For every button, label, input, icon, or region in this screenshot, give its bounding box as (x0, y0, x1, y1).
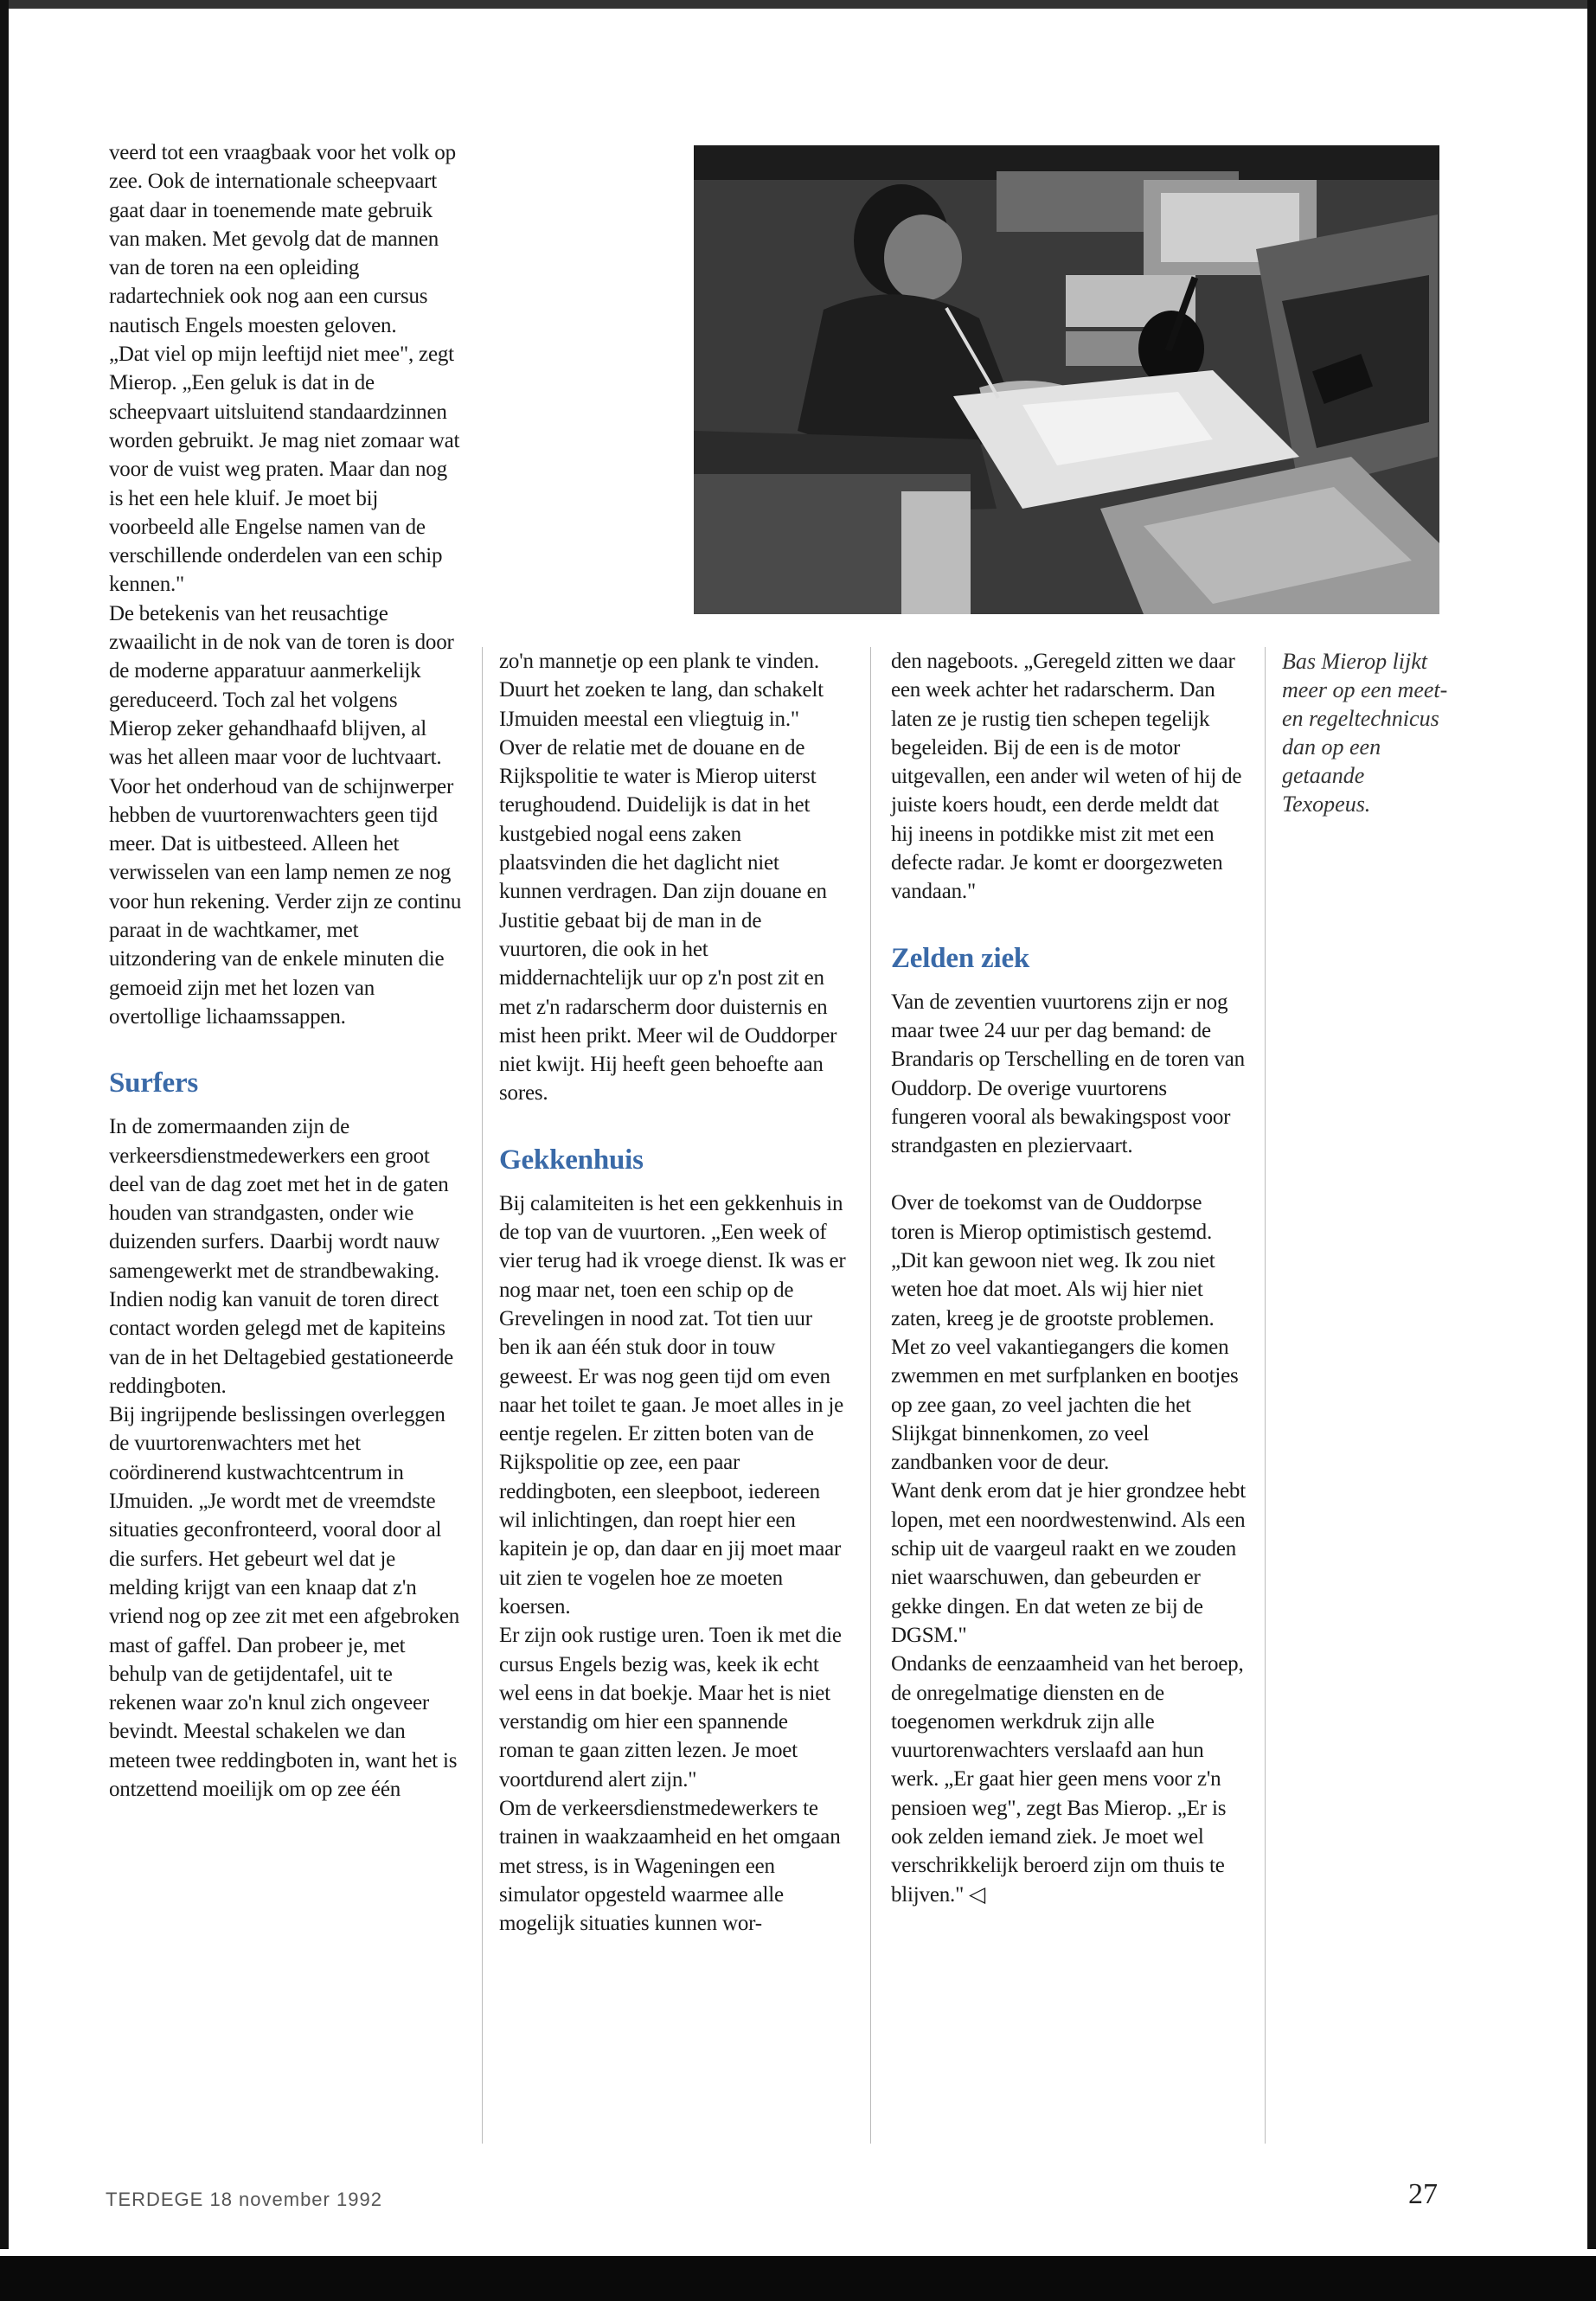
section-heading-surfers: Surfers (109, 1067, 199, 1099)
scan-border-bottom (0, 2256, 1596, 2301)
paragraph: „Dat viel op mijn leeftijd niet mee", zegt Mierop. „Een geluk is dat in de scheepvaart uitsluitend standaardzinnen worden gebruikt. Je mag niet zomaar wat voor de vuist weg praten. Maar dan nog is het een hele kluif. Je moet bij voorbeeld alle Engelse namen van de verschillende onderdelen van een schip kennen." (109, 343, 460, 597)
page-number: 27 (1408, 2178, 1438, 2210)
scan-border-left (0, 0, 9, 2249)
column-divider (870, 647, 871, 2144)
paragraph: Van de zeventien vuurtorens zijn er nog maar twee 24 uur per dag bemand: de Brandaris op Terschelling en de toren van Ouddorp. De overige vuurtorens fungeren vooral als bewakingspost voor strandgasten en pleziervaart. (891, 990, 1245, 1158)
paragraph: Over de relatie met de douane en de Rijkspolitie te water is Mierop uiterst terughoudend. Duidelijk is dat in het kustgebied nogal eens zaken plaatsvinden die het daglicht niet kunnen verdragen. Dan zijn douane en Justitie gebaat bij de man in de vuurtoren, die ook in het middernachtelijk uur op z'n post zit en met z'n radarscherm door duisternis en mist heen prikt. Meer wil de Ouddorper niet kwijt. Hij heeft geen behoefte aan sores. (499, 735, 837, 1106)
paragraph: Ondanks de eenzaamheid van het beroep, de onregelmatige diensten en de toegenomen werkdruk zijn alle vuurtorenwachters verslaafd aan hun werk. „Er gaat hier geen mens voor z'n pensioen weg", zegt Bas Mierop. „Er is ook zelden iemand ziek. Je moet wel verschrikkelijk beroerd zijn om thuis te blijven." ◁ (891, 1652, 1244, 1907)
paragraph: den nageboots. „Geregeld zitten we daar een week achter het radarscherm. Dan laten ze je rustig tien schepen tegelijk begeleiden. Bij de een is de motor uitgevallen, een ander wil weten of hij de juiste koers houdt, een derde meldt dat hij ineens in potdikke mist zit met een defecte radar. Je komt er doorgezweten vandaan." (891, 650, 1242, 904)
section-heading-gekkenhuis: Gekkenhuis (499, 1144, 644, 1176)
scan-border-right (1587, 0, 1596, 2249)
column-divider (1265, 647, 1266, 2144)
paragraph: Over de toekomst van de Ouddorpse toren is Mierop optimistisch gestemd. „Dit kan gewoon niet weg. Ik zou niet weten hoe dat moet. Als wij hier niet zaten, kreeg je de grootste problemen. Met zo veel vakantiegangers die komen zwemmen en met surfplanken en bootjes op zee gaan, zo veel jachten die het Slijkgat binnenkomen, zo veel zandbanken voor de deur. (891, 1191, 1239, 1475)
section-heading-zelden-ziek: Zelden ziek (891, 942, 1030, 974)
paragraph: In de zomermaanden zijn de verkeersdienstmedewerkers een groot deel van de dag zoet met het in de gaten houden van strandgasten, onder wie duizenden surfers. Daarbij wordt nauw samengewerkt met de strandbewaking. Indien nodig kan vanuit de toren direct contact worden gelegd met de kapiteins van de in het Deltagebied gestationeerde reddingboten. (109, 1115, 454, 1398)
paragraph: veerd tot een vraagbaak voor het volk op zee. Ook de internationale scheepvaart gaat daar in toenemende mate gebruik van maken. Met gevolg dat de mannen van de toren na een opleiding radartechniek ook nog aan een cursus nautisch Engels moesten geloven. (109, 141, 456, 337)
paragraph: Bij ingrijpende beslissingen overleggen de vuurtorenwachters met het coördinerend kustwachtcentrum in IJmuiden. „Je wordt met de vreemdste situaties geconfronteerd, vooral door al die surfers. Het gebeurt wel dat je melding krijgt van een knaap dat z'n vriend nog op zee zit met een afgebroken mast of gaffel. Dan probeer je, met behulp van de getijdentafel, uit te rekenen waar zo'n knul zich ongeveer bevindt. Meestal schakelen we dan meteen twee reddingboten in, want het is ontzettend moeilijk om op zee één (109, 1403, 460, 1802)
photo-caption: Bas Mierop lijkt meer op een meet- en regeltechnicus dan op een getaande Texopeus. (1282, 649, 1448, 817)
paragraph: Er zijn ook rustige uren. Toen ik met die cursus Engels bezig was, keek ik echt wel eens in dat boekje. Maar het is niet verstandig om hier een spannende roman te gaan zitten lezen. Je moet voortdurend alert zijn." (499, 1624, 842, 1791)
paragraph: Want denk erom dat je hier grondzee hebt lopen, met een noordwestenwind. Als een schip uit de vaargeul raakt en we zouden niet waarschuwen, dan gebeurden er gekke dingen. En dat weten ze bij de DGSM." (891, 1479, 1246, 1647)
article-photo (694, 145, 1439, 614)
column-divider (482, 647, 483, 2144)
paragraph: De betekenis van het reusachtige zwaailicht in de nok van de toren is door de moderne apparatuur aanmerkelijk gereduceerd. Toch zal het volgens Mierop zeker gehandhaafd blijven, al was het alleen maar voor de luchtvaart. Voor het onderhoud van de schijnwerper hebben de vuurtorenwachters geen tijd meer. Dat is uitbesteed. Alleen het verwisselen van een lamp nemen ze nog voor hun rekening. Verder zijn ze continu paraat in de wachtkamer, met uitzondering van de enkele minuten die gemoeid zijn met het lozen van overtollige lichaamssappen. (109, 601, 462, 1029)
publication-footer: TERDEGE 18 november 1992 (106, 2189, 382, 2210)
scan-border-top (0, 0, 1596, 9)
article-column-1 (109, 138, 464, 1804)
article-column-3 (891, 647, 1246, 1909)
paragraph: zo'n mannetje op een plank te vinden. Duurt het zoeken te lang, dan schakelt IJmuiden meestal een vliegtuig in." (499, 650, 824, 731)
paragraph: Om de verkeersdienstmedewerkers te trainen in waakzaamheid en het omgaan met stress, is in Wageningen een simulator opgesteld waarmee alle mogelijk situaties kunnen wor- (499, 1796, 841, 1936)
paragraph: Bij calamiteiten is het een gekkenhuis in de top van de vuurtoren. „Een week of vier terug had ik vroege dienst. Ik was er nog maar net, toen een schip op de Grevelingen in nood zat. Tot tien uur ben ik aan één stuk door in touw geweest. Er was nog geen tijd om even naar het toilet te gaan. Je moet alles in je eentje regelen. Er zitten boten van de Rijkspolitie op zee, een paar reddingboten, een sleepboot, iedereen wil inlichtingen, dan roept hier een kapitein je op, dan daar en jij moet maar uit zien te vogelen hoe ze moeten koersen. (499, 1191, 846, 1618)
article-column-2 (499, 647, 847, 1938)
